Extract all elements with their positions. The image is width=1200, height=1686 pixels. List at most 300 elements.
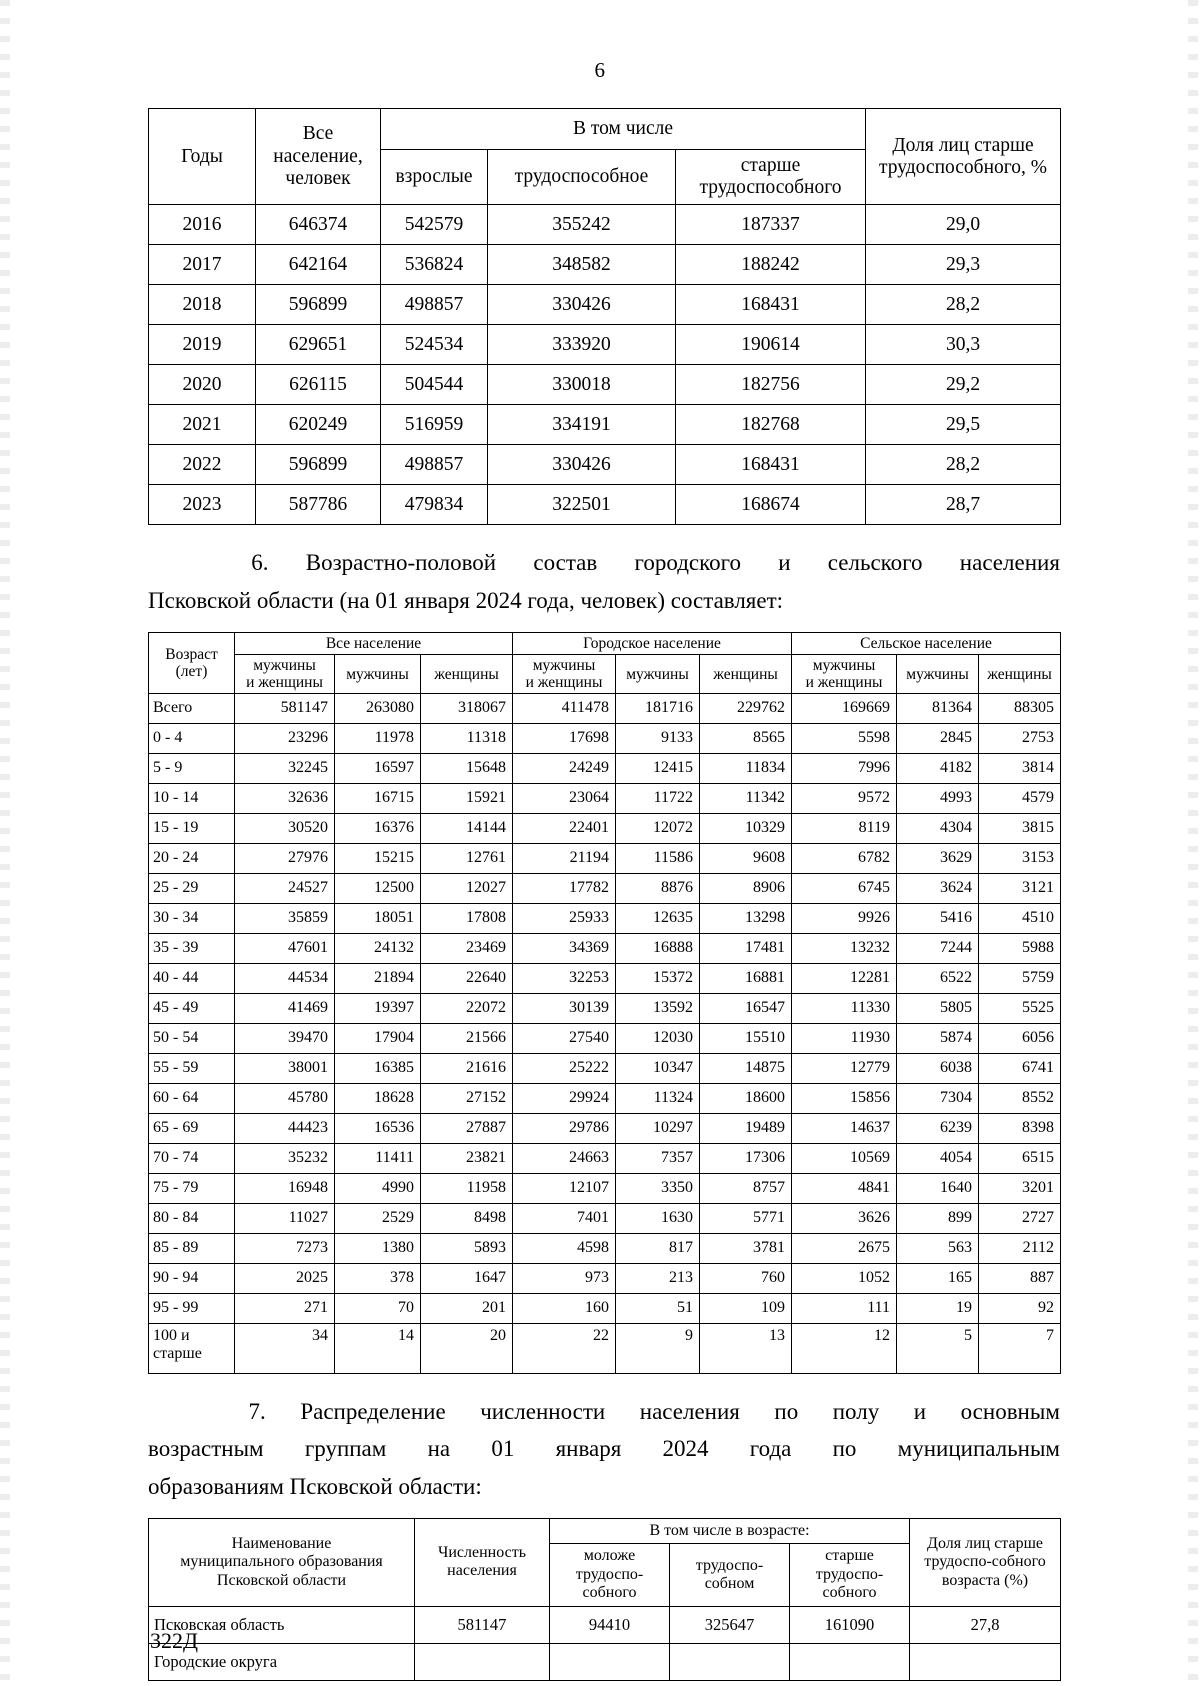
cell-age-group: 30 - 34 — [149, 904, 235, 934]
cell-age-group: 75 - 79 — [149, 1174, 235, 1204]
header-older-line2: трудоспо- — [815, 1565, 884, 1583]
table-row — [149, 205, 1061, 245]
table-row — [149, 754, 1061, 784]
cell-share: 28,7 — [866, 485, 1061, 525]
cell-rural-women: 88305 — [979, 694, 1061, 724]
header-urban-both-line2: и женщины — [525, 674, 603, 692]
cell-rural-both: 3626 — [792, 1204, 897, 1234]
cell-urban-both: 21194 — [513, 844, 616, 874]
cell-rural-both: 10569 — [792, 1144, 897, 1174]
cell-age-group: 15 - 19 — [149, 814, 235, 844]
cell-all-women: 201 — [421, 1294, 513, 1324]
table-years-body — [149, 205, 1061, 525]
table-row — [149, 365, 1061, 405]
paragraph-6-line-2: Псковской области (на 01 января 2024 года, человек) составляет: — [148, 587, 784, 613]
cell-age-group: 0 - 4 — [149, 724, 235, 754]
cell-urban-both: 17698 — [513, 724, 616, 754]
table-municipal-distribution — [148, 1518, 1061, 1681]
cell-rural-women: 6515 — [979, 1144, 1061, 1174]
cell-rural-both: 6782 — [792, 844, 897, 874]
cell-urban-men: 10347 — [616, 1054, 700, 1084]
cell-all-both: 271 — [235, 1294, 335, 1324]
cell-rural-men: 899 — [897, 1204, 979, 1234]
cell-rural-women: 5759 — [979, 964, 1061, 994]
cell-urban-men: 12030 — [616, 1024, 700, 1054]
table-row — [149, 1607, 1061, 1644]
table-row — [149, 724, 1061, 754]
footer-document-code: 322Д — [150, 1628, 199, 1653]
paragraph-6-line-1 — [148, 544, 1060, 581]
cell-urban-both: 23064 — [513, 784, 616, 814]
header-all-women: женщины — [421, 654, 513, 693]
cell-all-both: 32245 — [235, 754, 335, 784]
cell-all-both: 24527 — [235, 874, 335, 904]
cell-older-than-working: 161090 — [790, 1607, 910, 1644]
cell-all-women: 23821 — [421, 1144, 513, 1174]
table-row — [149, 694, 1061, 724]
cell-all-women: 14144 — [421, 814, 513, 844]
cell-rural-both: 2675 — [792, 1234, 897, 1264]
cell-urban-women: 13 — [700, 1324, 792, 1374]
header-all-both-line1: мужчины — [253, 656, 316, 674]
paragraph-7-l2w8: по — [832, 1436, 857, 1462]
cell-all-women: 20 — [421, 1324, 513, 1374]
table-row — [149, 1324, 1061, 1374]
header-share-older-percent — [910, 1518, 1061, 1606]
table-row — [149, 1264, 1061, 1294]
cell-population-count — [415, 1644, 550, 1681]
cell-rural-both: 15856 — [792, 1084, 897, 1114]
table-agesex-body — [149, 694, 1061, 1374]
cell-population-count: 581147 — [415, 1607, 550, 1644]
cell-rural-both: 9926 — [792, 904, 897, 934]
cell-rural-women: 8398 — [979, 1114, 1061, 1144]
header-share-older-line2: трудоспособного, % — [878, 156, 1048, 178]
paragraph-6 — [148, 544, 1060, 619]
cell-age-group: 10 - 14 — [149, 784, 235, 814]
cell-share-percent — [910, 1644, 1061, 1681]
cell-working-age: 330426 — [488, 285, 676, 325]
cell-all-men: 21894 — [335, 964, 421, 994]
cell-urban-both: 29924 — [513, 1084, 616, 1114]
cell-urban-men: 8876 — [616, 874, 700, 904]
cell-age-group: 45 - 49 — [149, 994, 235, 1024]
header-urban-men: мужчины — [616, 654, 700, 693]
header-all-population-line1: Все — [302, 123, 334, 145]
header-above-working-line1: старше — [740, 155, 801, 176]
paragraph-indent — [148, 1393, 214, 1430]
cell-urban-both: 7401 — [513, 1204, 616, 1234]
paragraph-6-w4: и — [778, 550, 791, 576]
cell-all-both: 44534 — [235, 964, 335, 994]
cell-urban-both: 32253 — [513, 964, 616, 994]
page-number: 6 — [594, 58, 606, 82]
table-row — [149, 1174, 1061, 1204]
cell-rural-women: 3814 — [979, 754, 1061, 784]
cell-age-group: 90 - 94 — [149, 1264, 235, 1294]
cell-all-both: 34 — [235, 1324, 335, 1374]
table-row — [149, 934, 1061, 964]
cell-all-men: 16536 — [335, 1114, 421, 1144]
cell-age-group: 80 - 84 — [149, 1204, 235, 1234]
paragraph-7-w6: и — [913, 1399, 927, 1425]
cell-all-men: 17904 — [335, 1024, 421, 1054]
cell-all-both: 45780 — [235, 1084, 335, 1114]
paragraph-7-l2w7: года — [749, 1436, 792, 1462]
cell-rural-women: 3201 — [979, 1174, 1061, 1204]
header-group-rural-population: Сельское население — [792, 632, 1061, 654]
cell-age-group: 100 и старше — [149, 1324, 235, 1374]
cell-age-group: 50 - 54 — [149, 1024, 235, 1054]
scan-artifact-left — [0, 0, 10, 1686]
cell-rural-men: 6522 — [897, 964, 979, 994]
header-all-men: мужчины — [335, 654, 421, 693]
cell-urban-men: 15372 — [616, 964, 700, 994]
cell-urban-women: 16881 — [700, 964, 792, 994]
cell-year: 2018 — [149, 285, 256, 325]
cell-all-men: 378 — [335, 1264, 421, 1294]
cell-rural-women: 4579 — [979, 784, 1061, 814]
cell-adults: 516959 — [381, 405, 488, 445]
cell-urban-men: 11324 — [616, 1084, 700, 1114]
cell-all-population: 646374 — [256, 205, 381, 245]
header-adults: взрослые — [381, 150, 488, 205]
cell-working-age: 355242 — [488, 205, 676, 245]
cell-urban-women: 11342 — [700, 784, 792, 814]
cell-above-working-age: 168431 — [676, 285, 866, 325]
cell-younger-than-working — [550, 1644, 670, 1681]
cell-all-women: 22072 — [421, 994, 513, 1024]
cell-rural-men: 81364 — [897, 694, 979, 724]
paragraph-7-l2w2: группам — [304, 1436, 387, 1462]
header-working-age — [670, 1544, 790, 1607]
header-all-population — [256, 109, 381, 205]
cell-urban-women: 5771 — [700, 1204, 792, 1234]
cell-working-age: 330426 — [488, 445, 676, 485]
header-share-older — [866, 109, 1061, 205]
paragraph-7-l2w9: муниципальным — [897, 1436, 1060, 1462]
cell-urban-women: 17481 — [700, 934, 792, 964]
paragraph-7-w7: основным — [960, 1399, 1060, 1425]
cell-age-group: 70 - 74 — [149, 1144, 235, 1174]
header-rural-men: мужчины — [897, 654, 979, 693]
cell-above-working-age: 182768 — [676, 405, 866, 445]
paragraph-6-w6: населения — [959, 550, 1060, 576]
header-municipality-line2: муниципального образования — [180, 1553, 383, 1571]
table-row — [149, 1234, 1061, 1264]
table-agesex-header-row — [149, 632, 1061, 654]
table-row — [149, 405, 1061, 445]
cell-all-men: 16376 — [335, 814, 421, 844]
cell-all-men: 263080 — [335, 694, 421, 724]
cell-working-age: 334191 — [488, 405, 676, 445]
table-row — [149, 1294, 1061, 1324]
cell-urban-both: 12107 — [513, 1174, 616, 1204]
cell-rural-both: 12779 — [792, 1054, 897, 1084]
table-row — [149, 325, 1061, 365]
cell-urban-men: 13592 — [616, 994, 700, 1024]
cell-above-working-age: 187337 — [676, 205, 866, 245]
cell-urban-men: 12415 — [616, 754, 700, 784]
cell-adults: 498857 — [381, 445, 488, 485]
cell-all-both: 581147 — [235, 694, 335, 724]
cell-rural-women: 4510 — [979, 904, 1061, 934]
cell-year: 2022 — [149, 445, 256, 485]
cell-urban-women: 8757 — [700, 1174, 792, 1204]
paragraph-7-line-2 — [148, 1430, 1060, 1467]
header-all-both-sexes — [235, 654, 335, 693]
cell-all-population: 620249 — [256, 405, 381, 445]
header-above-working-age — [676, 150, 866, 205]
cell-all-men: 16385 — [335, 1054, 421, 1084]
cell-urban-men: 11722 — [616, 784, 700, 814]
table-row — [149, 1644, 1061, 1681]
cell-urban-men: 9133 — [616, 724, 700, 754]
cell-all-men: 24132 — [335, 934, 421, 964]
paragraph-7-l2w4: 01 — [491, 1436, 515, 1462]
header-years: Годы — [149, 109, 256, 205]
cell-urban-women: 8906 — [700, 874, 792, 904]
paragraph-7-number: 7. — [248, 1399, 266, 1425]
scan-artifact-right — [1188, 0, 1198, 1686]
cell-urban-both: 25933 — [513, 904, 616, 934]
table-row — [149, 1024, 1061, 1054]
cell-all-both: 35232 — [235, 1144, 335, 1174]
cell-municipality-name: Городские округа — [149, 1644, 415, 1681]
cell-all-both: 35859 — [235, 904, 335, 934]
cell-working-age: 322501 — [488, 485, 676, 525]
cell-all-women: 22640 — [421, 964, 513, 994]
cell-share: 28,2 — [866, 285, 1061, 325]
cell-working-age: 333920 — [488, 325, 676, 365]
cell-all-men: 16597 — [335, 754, 421, 784]
cell-share: 28,2 — [866, 445, 1061, 485]
cell-working-age: 325647 — [670, 1607, 790, 1644]
header-working-line2: собном — [704, 1575, 755, 1593]
cell-above-working-age: 168674 — [676, 485, 866, 525]
cell-urban-women: 15510 — [700, 1024, 792, 1054]
cell-year: 2019 — [149, 325, 256, 365]
cell-rural-women: 3153 — [979, 844, 1061, 874]
table-row — [149, 1054, 1061, 1084]
cell-age-group: 20 - 24 — [149, 844, 235, 874]
cell-urban-women: 13298 — [700, 904, 792, 934]
cell-urban-women: 10329 — [700, 814, 792, 844]
header-older-line3: собного — [822, 1584, 877, 1602]
cell-urban-women: 19489 — [700, 1114, 792, 1144]
table-row — [149, 1084, 1061, 1114]
cell-rural-women: 7 — [979, 1324, 1061, 1374]
cell-rural-men: 1640 — [897, 1174, 979, 1204]
paragraph-6-w1: Возрастно-половой — [305, 550, 497, 576]
header-age-line1: Возраст — [165, 645, 218, 663]
cell-all-women: 11318 — [421, 724, 513, 754]
cell-all-both: 16948 — [235, 1174, 335, 1204]
cell-urban-both: 22401 — [513, 814, 616, 844]
cell-urban-men: 181716 — [616, 694, 700, 724]
cell-rural-both: 111 — [792, 1294, 897, 1324]
paragraph-7 — [148, 1393, 1060, 1505]
cell-all-population: 629651 — [256, 325, 381, 365]
cell-all-women: 8498 — [421, 1204, 513, 1234]
cell-urban-both: 4598 — [513, 1234, 616, 1264]
paragraph-7-l2w3: на — [427, 1436, 451, 1462]
cell-all-men: 11978 — [335, 724, 421, 754]
cell-urban-both: 22 — [513, 1324, 616, 1374]
cell-urban-both: 411478 — [513, 694, 616, 724]
cell-all-women: 15648 — [421, 754, 513, 784]
cell-urban-men: 16888 — [616, 934, 700, 964]
paragraph-6-w2: состав — [533, 550, 598, 576]
cell-rural-men: 2845 — [897, 724, 979, 754]
cell-rural-women: 6056 — [979, 1024, 1061, 1054]
cell-urban-both: 29786 — [513, 1114, 616, 1144]
cell-urban-both: 27540 — [513, 1024, 616, 1054]
header-population-count-line2: населения — [447, 1562, 517, 1580]
cell-all-women: 17808 — [421, 904, 513, 934]
paragraph-6-w5: сельского — [827, 550, 923, 576]
cell-rural-men: 4993 — [897, 784, 979, 814]
cell-rural-men: 7304 — [897, 1084, 979, 1114]
cell-urban-women: 11834 — [700, 754, 792, 784]
header-group-all-population: Все население — [235, 632, 513, 654]
cell-municipality-name: Псковская область — [149, 1607, 415, 1644]
cell-rural-men: 5805 — [897, 994, 979, 1024]
cell-adults: 524534 — [381, 325, 488, 365]
cell-all-women: 21616 — [421, 1054, 513, 1084]
cell-all-both: 47601 — [235, 934, 335, 964]
cell-all-women: 27887 — [421, 1114, 513, 1144]
table-age-sex-composition — [148, 632, 1061, 1374]
cell-adults: 479834 — [381, 485, 488, 525]
cell-age-group: 25 - 29 — [149, 874, 235, 904]
cell-rural-women: 887 — [979, 1264, 1061, 1294]
cell-all-women: 11958 — [421, 1174, 513, 1204]
cell-age-group: 95 - 99 — [149, 1294, 235, 1324]
cell-urban-women: 760 — [700, 1264, 792, 1294]
cell-rural-both: 6745 — [792, 874, 897, 904]
cell-all-women: 318067 — [421, 694, 513, 724]
header-rural-women: женщины — [979, 654, 1061, 693]
cell-rural-both: 13232 — [792, 934, 897, 964]
cell-all-women: 27152 — [421, 1084, 513, 1114]
cell-above-working-age: 182756 — [676, 365, 866, 405]
cell-urban-women: 8565 — [700, 724, 792, 754]
cell-rural-men: 7244 — [897, 934, 979, 964]
table-row — [149, 485, 1061, 525]
cell-all-women: 12027 — [421, 874, 513, 904]
cell-age-group: 65 - 69 — [149, 1114, 235, 1144]
paragraph-6-number: 6. — [251, 550, 269, 576]
header-younger-line2: трудоспо- — [575, 1565, 644, 1583]
cell-age-group: 85 - 89 — [149, 1234, 235, 1264]
cell-urban-men: 213 — [616, 1264, 700, 1294]
cell-rural-both: 11930 — [792, 1024, 897, 1054]
cell-all-both: 27976 — [235, 844, 335, 874]
header-municipality-line1: Наименование — [231, 1534, 332, 1552]
cell-rural-men: 5 — [897, 1324, 979, 1374]
cell-share: 29,5 — [866, 405, 1061, 445]
cell-rural-men: 6038 — [897, 1054, 979, 1084]
cell-older-than-working — [790, 1644, 910, 1681]
cell-rural-men: 4304 — [897, 814, 979, 844]
paragraph-7-w4: по — [774, 1399, 799, 1425]
header-younger-line1: моложе — [583, 1547, 636, 1565]
cell-all-population: 596899 — [256, 285, 381, 325]
cell-all-population: 642164 — [256, 245, 381, 285]
cell-all-men: 70 — [335, 1294, 421, 1324]
cell-all-both: 11027 — [235, 1204, 335, 1234]
page-content — [148, 108, 1060, 1681]
cell-urban-women: 3781 — [700, 1234, 792, 1264]
cell-rural-men: 5874 — [897, 1024, 979, 1054]
cell-all-both: 38001 — [235, 1054, 335, 1084]
header-share-percent-line1: Доля лиц старше — [927, 1534, 1043, 1552]
table-row — [149, 285, 1061, 325]
cell-rural-women: 92 — [979, 1294, 1061, 1324]
cell-all-both: 30520 — [235, 814, 335, 844]
table-row — [149, 245, 1061, 285]
cell-year: 2016 — [149, 205, 256, 245]
cell-rural-both: 9572 — [792, 784, 897, 814]
cell-all-women: 15921 — [421, 784, 513, 814]
cell-rural-men: 19 — [897, 1294, 979, 1324]
cell-rural-both: 8119 — [792, 814, 897, 844]
cell-rural-both: 7996 — [792, 754, 897, 784]
table-row — [149, 445, 1061, 485]
cell-urban-both: 973 — [513, 1264, 616, 1294]
table-row — [149, 784, 1061, 814]
cell-share: 29,2 — [866, 365, 1061, 405]
cell-urban-men: 12072 — [616, 814, 700, 844]
cell-urban-men: 51 — [616, 1294, 700, 1324]
cell-age-group: Всего — [149, 694, 235, 724]
header-older-line1: старше — [825, 1547, 874, 1565]
header-share-older-line1: Доля лиц старше — [892, 134, 1034, 156]
cell-all-men: 18051 — [335, 904, 421, 934]
cell-urban-both: 160 — [513, 1294, 616, 1324]
header-share-percent-line3: возраста (%) — [941, 1571, 1029, 1589]
cell-rural-men: 4182 — [897, 754, 979, 784]
cell-all-women: 1647 — [421, 1264, 513, 1294]
cell-urban-women: 14875 — [700, 1054, 792, 1084]
cell-adults: 542579 — [381, 205, 488, 245]
header-rural-both-line1: мужчины — [812, 656, 876, 674]
cell-urban-both: 30139 — [513, 994, 616, 1024]
header-among-which-age: В том числе в возрасте: — [550, 1518, 910, 1544]
cell-age-group: 40 - 44 — [149, 964, 235, 994]
cell-urban-women: 229762 — [700, 694, 792, 724]
header-rural-both-sexes — [792, 654, 897, 693]
header-municipality-line3: Псковской области — [216, 1571, 347, 1589]
cell-rural-women: 5988 — [979, 934, 1061, 964]
paragraph-7-w2: численности — [480, 1399, 606, 1425]
cell-all-both: 23296 — [235, 724, 335, 754]
cell-rural-men: 563 — [897, 1234, 979, 1264]
cell-urban-women: 9608 — [700, 844, 792, 874]
header-population-count-line1: Численность — [437, 1543, 527, 1561]
cell-age-group: 55 - 59 — [149, 1054, 235, 1084]
cell-share-percent: 27,8 — [910, 1607, 1061, 1644]
cell-rural-men: 3629 — [897, 844, 979, 874]
cell-all-both: 41469 — [235, 994, 335, 1024]
cell-all-men: 16715 — [335, 784, 421, 814]
cell-all-women: 21566 — [421, 1024, 513, 1054]
cell-urban-women: 16547 — [700, 994, 792, 1024]
table-agesex-subheader-row — [149, 654, 1061, 693]
cell-rural-women: 6741 — [979, 1054, 1061, 1084]
cell-rural-both: 12281 — [792, 964, 897, 994]
